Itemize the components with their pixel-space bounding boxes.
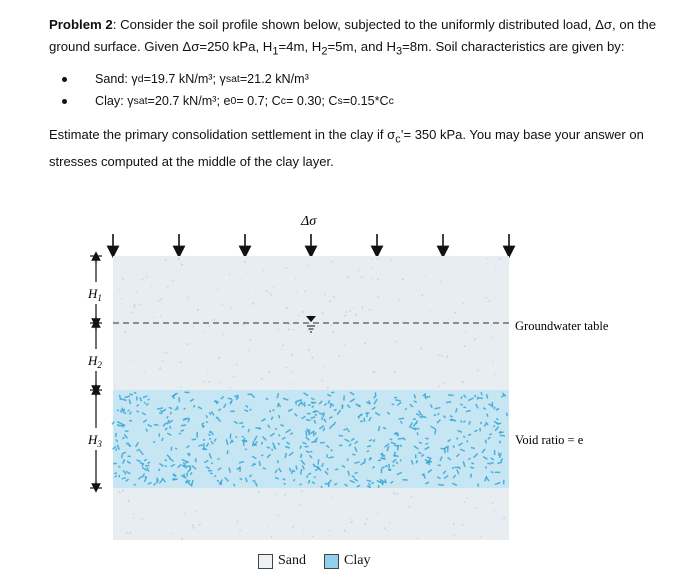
- figure-legend: [258, 553, 370, 569]
- problem-text-1: : Consider the soil profile shown below, subjected to the uniformly distributed load, Δσ, on the ground surface. Given Δσ=250 kPa, H: [49, 17, 657, 54]
- h3-label: $H_3$: [88, 432, 102, 449]
- question-text: Estimate the primary consolidation settlement in the clay if $\sigma_c’= 350$ kPa. You may base your answer on stresses computed at the middle of the clay layer.: [49, 127, 644, 169]
- clay-swatch: [324, 554, 339, 569]
- problem-statement: Problem 2: Consider the soil profile shown below, subjected to the uniformly distributed load, Δσ, on the ground surface. Given Δσ=250 kPa, $H_1=4m$, $H_2=5m$, and $H_3=8m$. Soil characteristics are given by:: [49, 17, 657, 58]
- void-ratio-label: Void ratio = e: [515, 433, 584, 447]
- h1-label: $H_1$: [88, 286, 102, 303]
- load-label: Δσ: [301, 214, 317, 229]
- legend-clay-label: Clay: [344, 553, 371, 568]
- load-arrows: [113, 234, 509, 252]
- sand-layer-lower: [113, 488, 509, 540]
- groundwater-label: Groundwater table: [515, 319, 609, 333]
- sand-properties: Sand: γ d =19.7 kN/m³; γ sat =21.2 kN/m³: [62, 68, 394, 90]
- sand-swatch: [258, 554, 273, 569]
- clay-properties: Clay: γ sat =20.7 kN/m³; e 0 = 0.7; C c = 0.30; C s =0.15*C c: [62, 90, 394, 112]
- legend-sand-label: Sand: [278, 553, 306, 568]
- h2-label: $H_2$: [88, 353, 102, 370]
- problem-label: Problem 2: [49, 17, 113, 32]
- sand-layer-upper: [113, 256, 509, 390]
